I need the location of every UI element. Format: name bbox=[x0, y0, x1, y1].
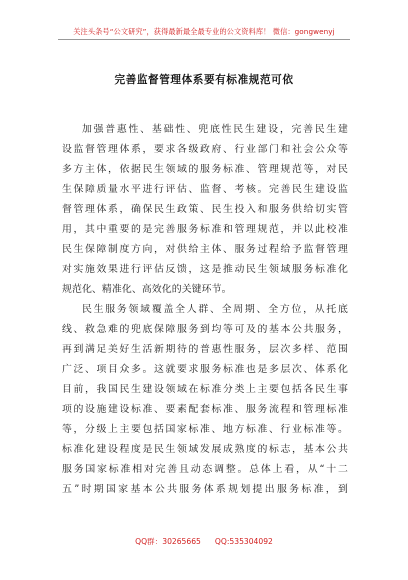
body-line: 督管理体系，确保民生政策、民生投入和服务供给切实管 bbox=[62, 204, 348, 215]
header-divider bbox=[58, 39, 350, 40]
body-line: 服务国家标准相对完善且动态调整。总体上看，从“十二 bbox=[62, 464, 348, 475]
body-line: 规范化、精准化、高效化的关键环节。 bbox=[62, 284, 232, 295]
body-line: 设监督管理体系，要求各级政府、行业部门和社会公众等 bbox=[62, 144, 348, 155]
body-line: 民生保障制度方向，对供给主体、服务过程给予监督管理 bbox=[62, 244, 348, 255]
body-line: 生保障质量水平进行评估、监督、考核。完善民生建设监 bbox=[62, 184, 348, 195]
promo-header: 关注头条号“公文研究”，获得最新最全最专业的公文资料库！ 微信：gongwenyj bbox=[73, 27, 335, 36]
body-line: 标准化建设程度是民生领域发展成熟度的标志，基本公共 bbox=[62, 444, 348, 455]
document-title: 完善监督管理体系要有标准规范可依 bbox=[114, 74, 294, 86]
qq-number-text: QQ:535304092 bbox=[214, 537, 273, 546]
body-line: 对实施效果进行评估反馈，这是推动民生领域服务标准化 bbox=[62, 264, 348, 275]
body-line: 再到满足美好生活新期待的普惠性服务，层次多样、范围 bbox=[62, 344, 348, 355]
footer-contact bbox=[0, 536, 408, 547]
body-line: 目前，我国民生建设领域在标准分类上主要包括各民生事 bbox=[62, 384, 348, 395]
body-line: 加强普惠性、基础性、兜底性民生建设，完善民生建 bbox=[82, 124, 348, 135]
body-line: 广泛、项目众多。这就要求服务标准也是多层次、体系化 bbox=[62, 364, 348, 375]
body-line: 项的设施建设标准、要素配套标准、服务流程和管理标准 bbox=[62, 404, 348, 415]
body-line: 民生服务领域覆盖全人群、全周期、全方位，从托底 bbox=[82, 304, 348, 315]
body-line: 等，分级上主要包括国家标准、地方标准、行业标准等。 bbox=[62, 424, 348, 435]
body-line: 多方主体，依据民生领域的服务标准、管理规范等，对民 bbox=[62, 164, 348, 175]
body-line: 五”时期国家基本公共服务体系规划提出服务标准，到 bbox=[62, 484, 348, 495]
qq-group-text: QQ群：30265665 bbox=[135, 537, 201, 546]
body-line: 线、救急难的兜底保障服务到均等可及的基本公共服务， bbox=[62, 324, 348, 335]
body-line: 用，其中重要的是完善服务标准和管理规范，并以此校准 bbox=[62, 224, 348, 235]
document-body bbox=[62, 120, 348, 500]
